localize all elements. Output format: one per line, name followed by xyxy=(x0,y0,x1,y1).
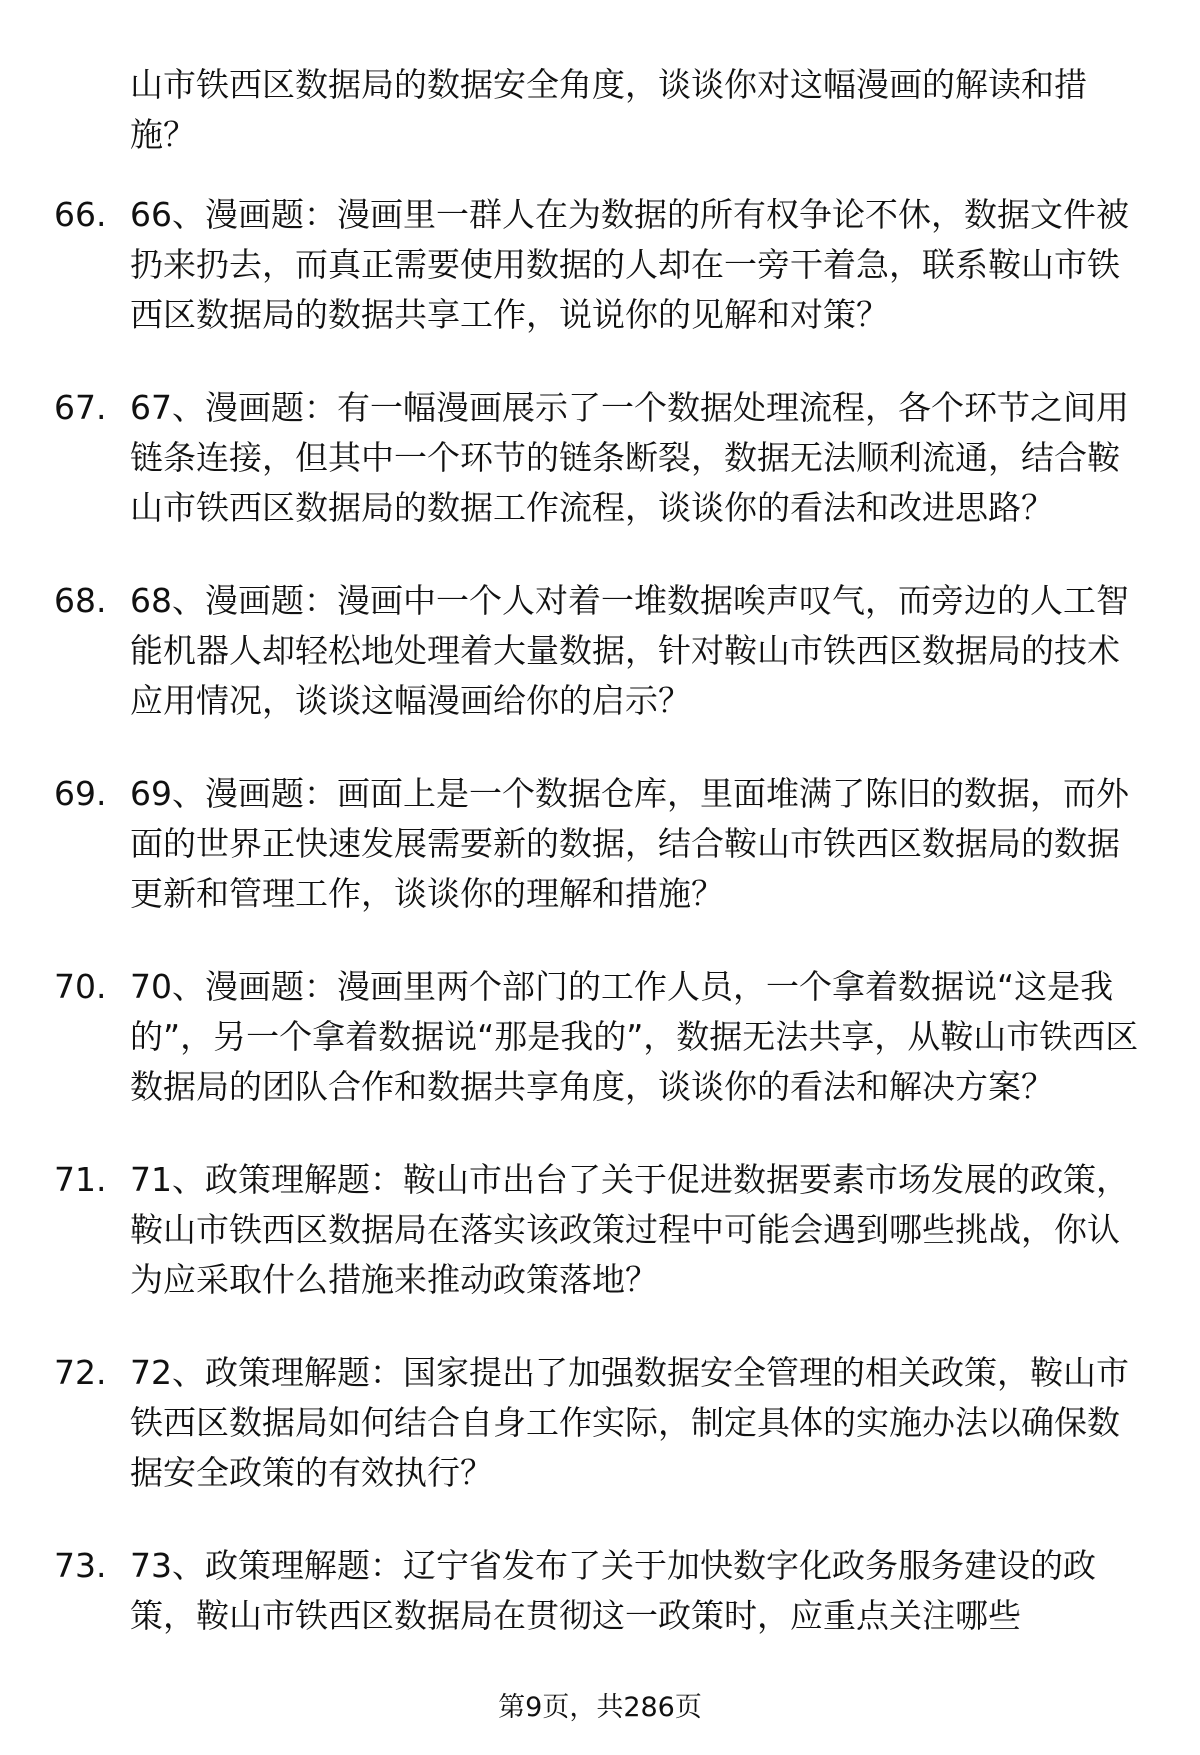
list-item xyxy=(0,383,1200,533)
item-text: 66、漫画题：漫画里一群人在为数据的所有权争论不休，数据文件被扔来扔去，而真正需要使用数据的人却在一旁干着急，联系鞍山市铁西区数据局的数据共享工作，说说你的见解和对策？ xyxy=(130,195,1129,334)
list-item xyxy=(0,1155,1200,1305)
list-item xyxy=(0,769,1200,919)
item-text: 70、漫画题：漫画里两个部门的工作人员，一个拿着数据说“这是我的”，另一个拿着数据说“那是我的”，数据无法共享，从鞍山市铁西区数据局的团队合作和数据共享角度，谈谈你的看法和解决方案？ xyxy=(130,967,1139,1106)
continuation-text: 山市铁西区数据局的数据安全角度，谈谈你对这幅漫画的解读和措施？ xyxy=(130,65,1087,154)
item-text: 69、漫画题：画面上是一个数据仓库，里面堆满了陈旧的数据，而外面的世界正快速发展需要新的数据，结合鞍山市铁西区数据局的数据更新和管理工作，谈谈你的理解和措施？ xyxy=(130,774,1129,913)
list-item xyxy=(0,576,1200,726)
list-item xyxy=(0,1348,1200,1498)
page-footer: 第9页，共286页 xyxy=(498,1692,702,1723)
item-text: 67、漫画题：有一幅漫画展示了一个数据处理流程，各个环节之间用链条连接，但其中一个环节的链条断裂，数据无法顺利流通，结合鞍山市铁西区数据局的数据工作流程，谈谈你的看法和改进思路？ xyxy=(130,388,1129,527)
item-text: 68、漫画题：漫画中一个人对着一堆数据唉声叹气，而旁边的人工智能机器人却轻松地处理着大量数据，针对鞍山市铁西区数据局的技术应用情况，谈谈这幅漫画给你的启示？ xyxy=(130,581,1129,720)
item-number: 69. xyxy=(54,774,107,813)
item-number: 67. xyxy=(54,388,107,427)
item-number: 72. xyxy=(54,1353,107,1392)
item-number: 73. xyxy=(54,1546,107,1585)
question-list xyxy=(0,190,1200,1684)
item-text: 73、政策理解题：辽宁省发布了关于加快数字化政务服务建设的政策，鞍山市铁西区数据局在贯彻这一政策时，应重点关注哪些 xyxy=(130,1546,1096,1635)
list-item xyxy=(0,190,1200,340)
item-number: 68. xyxy=(54,581,107,620)
item-number: 66. xyxy=(54,195,107,234)
list-item xyxy=(0,1541,1200,1641)
item-text: 71、政策理解题：鞍山市出台了关于促进数据要素市场发展的政策，鞍山市铁西区数据局在落实该政策过程中可能会遇到哪些挑战，你认为应采取什么措施来推动政策落地？ xyxy=(130,1160,1129,1299)
item-text: 72、政策理解题：国家提出了加强数据安全管理的相关政策，鞍山市铁西区数据局如何结合自身工作实际，制定具体的实施办法以确保数据安全政策的有效执行？ xyxy=(130,1353,1129,1492)
item-number: 71. xyxy=(54,1160,107,1199)
item-number: 70. xyxy=(54,967,107,1006)
list-item xyxy=(0,962,1200,1112)
